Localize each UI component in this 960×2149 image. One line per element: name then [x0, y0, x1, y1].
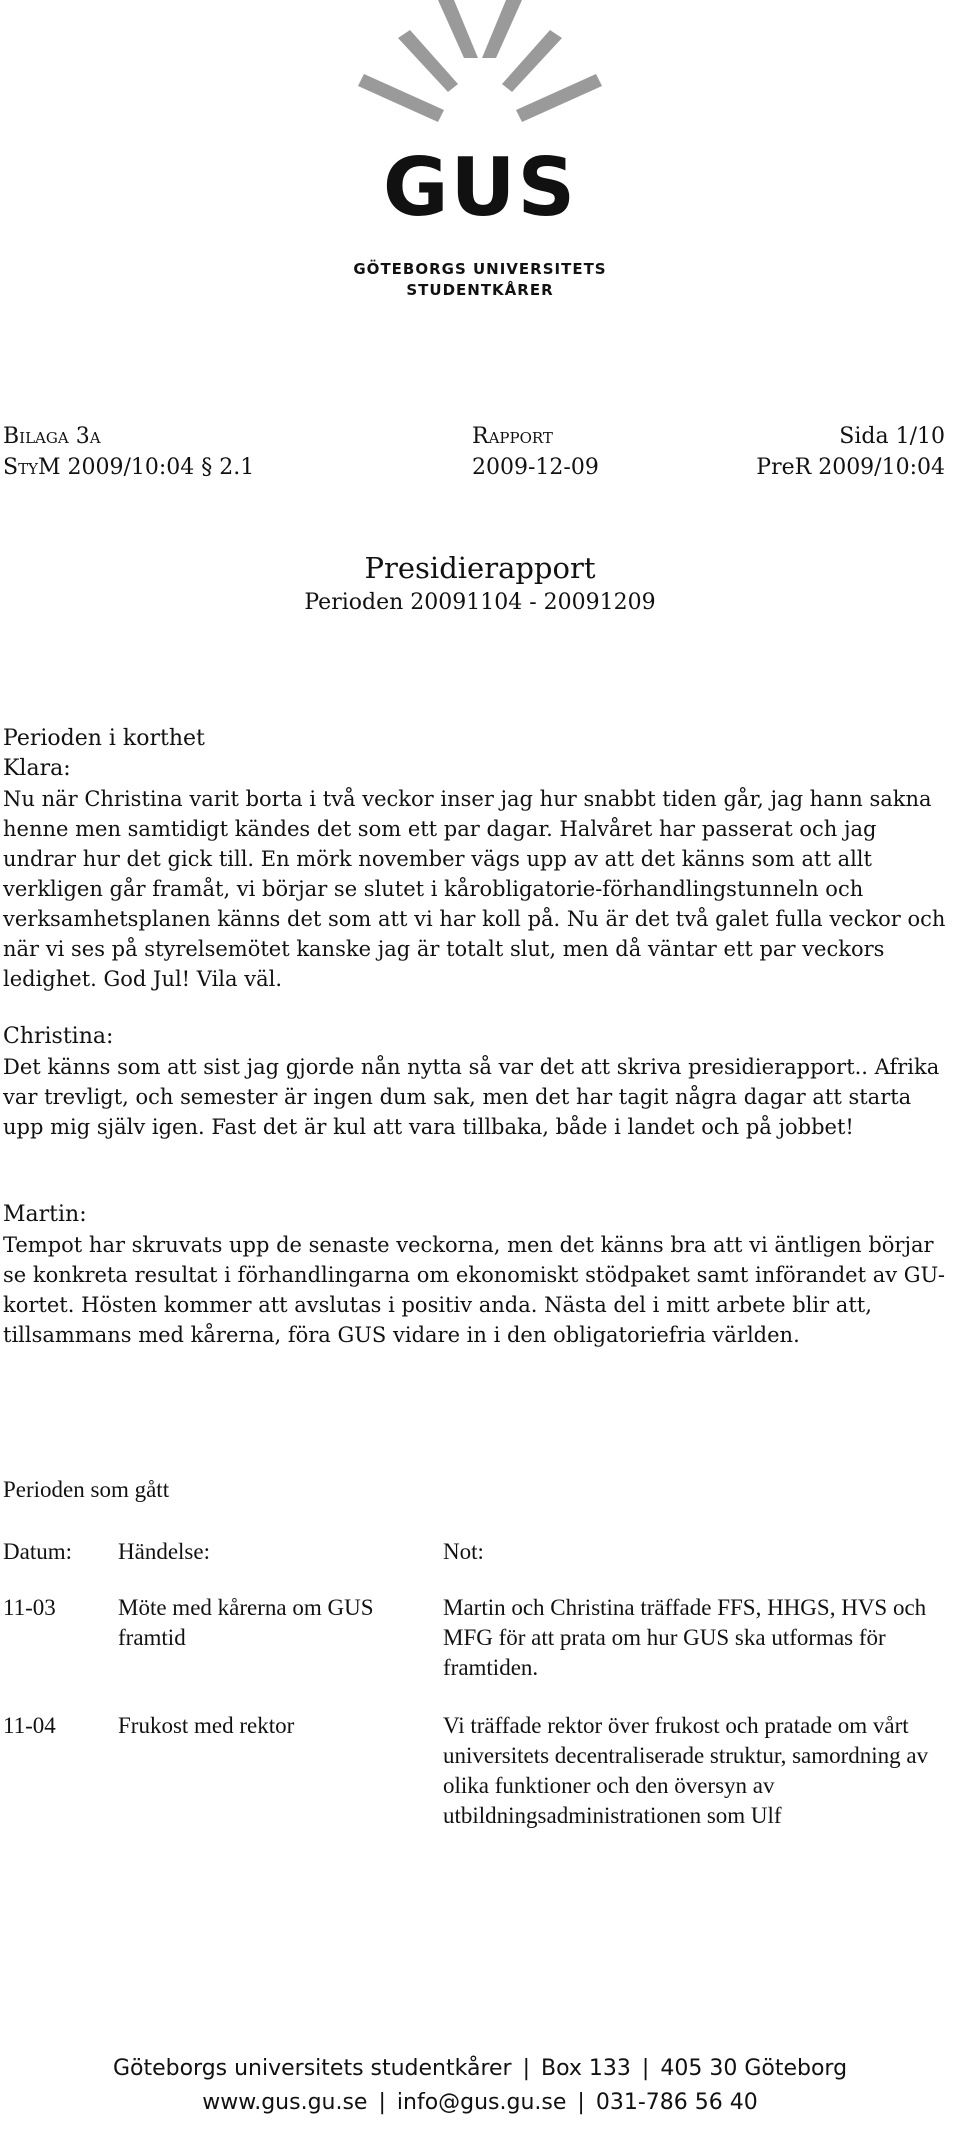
- sunburst-icon: [340, 0, 620, 140]
- column-header-note: Not:: [443, 1539, 484, 1564]
- report-date: 2009-12-09: [472, 455, 599, 480]
- footer-separator: |: [378, 2090, 386, 2115]
- christina-text: Det känns som att sist jag gjorde nån nytta så var det att skriva presidierapport.. Afrika var trevligt, och semester är ingen dum sak, men det har tagit några dagar att starta upp mig själv igen. Fast det är kul att vara tillbaka, både i landet och på jobbet!: [3, 1055, 940, 1139]
- klara-text: Nu när Christina varit borta i två veckor inser jag hur snabbt tiden går, jag hann sakna henne men samtidigt kändes det som ett par dagar. Halvåret har passerat och jag undrar hur det gick till. En mörk november vägs upp av att det känns som att allt verkligen går framåt, vi börjar se slutet i kårobligatorie-förhandlingstunneln och verksamhetsplanen känns det som att vi har koll på. Nu är det två galet fulla veckor och när vi ses på styrelsemötet kanske jag är totalt slut, men då väntar ett par veckors ledighet. God Jul! Vila väl.: [3, 787, 946, 991]
- footer-email-link[interactable]: info@gus.gu.se: [396, 2090, 567, 2115]
- gus-logo: [340, 0, 620, 305]
- column-header-date: Datum:: [3, 1539, 72, 1564]
- report-type-label: Rapport: [472, 424, 553, 449]
- row-1-date: 11-03: [3, 1595, 56, 1620]
- report-reference: PreR 2009/10:04: [756, 455, 945, 480]
- document-period: Perioden 20091104 - 20091209: [304, 590, 656, 615]
- footer-website-link[interactable]: www.gus.gu.se: [202, 2090, 368, 2115]
- footer-separator: |: [577, 2090, 585, 2115]
- row-1-note: Martin och Christina träffade FFS, HHGS, HVS och MFG för att prata om hur GUS ska utformas för framtiden.: [443, 1595, 927, 1680]
- page-number: Sida 1/10: [839, 424, 945, 449]
- meeting-reference: StyM 2009/10:04 § 2.1: [3, 455, 255, 480]
- attachment-label: Bilaga 3a: [3, 424, 101, 449]
- logo-subtitle-line-1: GÖTEBORGS UNIVERSITETS: [353, 260, 607, 278]
- footer-box: Box 133: [541, 2056, 631, 2081]
- row-2-event: Frukost med rektor: [118, 1713, 295, 1738]
- footer-separator: |: [641, 2056, 650, 2081]
- row-1-event: Möte med kårerna om GUS framtid: [118, 1595, 374, 1650]
- footer-org: Göteborgs universitets studentkårer: [112, 2056, 512, 2081]
- footer-phone: 031-786 56 40: [595, 2090, 758, 2115]
- footer-address: [0, 2052, 960, 2086]
- logo-wordmark: GUS: [382, 141, 578, 234]
- row-2-note: Vi träffade rektor över frukost och pratade om vårt universitets decentraliserade struktur, samordning av olika funktioner och den översyn av utbildningsadministrationen som Ulf: [443, 1713, 929, 1828]
- klara-name: Klara:: [3, 756, 71, 781]
- period-heading: Perioden som gått: [3, 1477, 170, 1502]
- christina-name: Christina:: [3, 1024, 114, 1049]
- martin-text: Tempot har skruvats upp de senaste veckorna, men det känns bra att vi äntligen börjar se konkreta resultat i förhandlingarna om ekonomiskt stödpaket samt införandet av GU-kortet. Hösten kommer att avslutas i positiv anda. Nästa del i mitt arbete blir att, tillsammans med kårerna, föra GUS vidare in i den obligatoriefria världen.: [3, 1233, 945, 1347]
- document-title: Presidierapport: [364, 551, 596, 585]
- row-2-date: 11-04: [3, 1713, 56, 1738]
- summary-heading: Perioden i korthet: [3, 726, 205, 751]
- footer-separator: |: [522, 2056, 531, 2081]
- footer-contact: [0, 2086, 960, 2120]
- column-header-event: Händelse:: [118, 1539, 210, 1564]
- footer-postal: 405 30 Göteborg: [660, 2056, 848, 2081]
- martin-name: Martin:: [3, 1202, 87, 1227]
- logo-subtitle-line-2: STUDENTKÅRER: [406, 281, 554, 299]
